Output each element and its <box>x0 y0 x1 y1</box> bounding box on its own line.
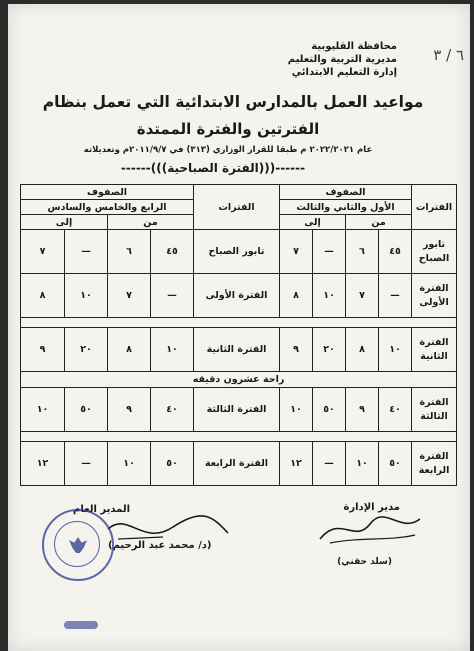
year-decree-line: عام ٢٠٢٢/٢٠٢١ م طبقا للقرار الوزاري (٣١٣) في ٢٠١١/٩/٧م وتعديلاته <box>83 145 373 155</box>
cell-value: ٢٠ <box>313 328 346 372</box>
cell-value: ٧ <box>108 274 151 318</box>
period-label: الفترة الأولى <box>412 274 457 318</box>
admin-director-name: (سلد حقني) <box>337 557 392 567</box>
document-page <box>8 4 470 651</box>
cell-value: ٥٠ <box>151 442 194 486</box>
table-row <box>21 388 457 432</box>
cell-value: ١٢ <box>280 442 313 486</box>
table-row <box>21 328 457 372</box>
grades-header-left: الصفوف <box>21 185 194 200</box>
cell-value: ٩ <box>346 388 379 432</box>
from-label-left: من <box>108 215 194 230</box>
cell-value: ٦ <box>346 230 379 274</box>
cell-value: ١٠ <box>379 328 412 372</box>
cell-value: — <box>65 442 108 486</box>
cell-value: ٨ <box>108 328 151 372</box>
cell-value: — <box>379 274 412 318</box>
to-label-left: إلى <box>21 215 108 230</box>
cell-value: ٢٠ <box>65 328 108 372</box>
grades-group-left: الرابع والخامس والسادس <box>21 200 194 215</box>
cell-value: ٤٠ <box>151 388 194 432</box>
cell-value: — <box>151 274 194 318</box>
cell-value: ٥٠ <box>379 442 412 486</box>
grades-group-right: الأول والثاني والثالث <box>280 200 412 215</box>
table-row <box>21 442 457 486</box>
general-signature-scribble <box>103 509 233 549</box>
official-stamp <box>42 509 114 581</box>
stamp-mark <box>64 621 98 629</box>
period-label: الفترة الثالثة <box>412 388 457 432</box>
document-title: مواعيد العمل بالمدارس الابتدائية التي تعمل بنظام <box>42 93 424 111</box>
cell-value: — <box>313 230 346 274</box>
from-label-right: من <box>346 215 412 230</box>
cell-value: ١٠ <box>108 442 151 486</box>
period-label-center: الفترة الثالثة <box>194 388 280 432</box>
cell-value: ٧ <box>21 230 65 274</box>
grades-header-right: الصفوف <box>280 185 412 200</box>
gov-line-3: إدارة التعليم الابتدائي <box>291 67 397 78</box>
cell-value: ٧ <box>346 274 379 318</box>
general-director-title: المدير العام <box>73 504 131 515</box>
break-label: راحة عشرون دقيقه <box>21 372 457 388</box>
gov-line-1: محافظة القليوبية <box>311 41 397 52</box>
cell-value: — <box>65 230 108 274</box>
cell-value: ١٠ <box>280 388 313 432</box>
cell-value: ٩ <box>21 328 65 372</box>
admin-director-title: مدير الإدارة <box>343 502 400 513</box>
table-row <box>21 274 457 318</box>
cell-value: ١٠ <box>151 328 194 372</box>
cell-value: ٩ <box>280 328 313 372</box>
cell-value: ٦ <box>108 230 151 274</box>
cell-value: ٥٠ <box>313 388 346 432</box>
cell-value: ٨ <box>280 274 313 318</box>
period-label-center: الفترة الثانية <box>194 328 280 372</box>
period-label-center: الفترة الرابعة <box>194 442 280 486</box>
table-row <box>21 230 457 274</box>
cell-value: ٤٠ <box>379 388 412 432</box>
break-row <box>21 372 457 388</box>
cell-value: ١٠ <box>21 388 65 432</box>
cell-value: — <box>313 442 346 486</box>
row-separator <box>21 432 457 442</box>
period-label: تابور الصباح <box>412 230 457 274</box>
table-header-row-1 <box>21 185 457 200</box>
government-header <box>288 40 397 79</box>
document-subtitle: الفترتين والفترة الممتدة <box>136 120 320 138</box>
cell-value: ٤٥ <box>151 230 194 274</box>
period-label-center: الفترة الأولى <box>194 274 280 318</box>
gov-line-2: مديرية التربية والتعليم <box>287 54 397 65</box>
to-label-right: إلى <box>280 215 346 230</box>
cell-value: ١٠ <box>313 274 346 318</box>
cell-value: ٨ <box>346 328 379 372</box>
page-number: ٦ / ٣ <box>433 46 464 64</box>
cell-value: ١٢ <box>21 442 65 486</box>
cell-value: ٧ <box>280 230 313 274</box>
cell-value: ١٠ <box>65 274 108 318</box>
admin-signature-scribble <box>310 509 430 549</box>
row-separator <box>21 318 457 328</box>
cell-value: ٨ <box>21 274 65 318</box>
cell-value: ٩ <box>108 388 151 432</box>
period-label: الفترة الرابعة <box>412 442 457 486</box>
periods-header: الفترات <box>412 185 457 230</box>
periods-header-center: الفترات <box>194 185 280 230</box>
period-label: الفترة الثانية <box>412 328 457 372</box>
general-director-name: (د/ محمد عبد الرحيم) <box>108 540 212 551</box>
cell-value: ٥٠ <box>65 388 108 432</box>
cell-value: ٤٥ <box>379 230 412 274</box>
schedule-table <box>20 184 457 486</box>
cell-value: ١٠ <box>346 442 379 486</box>
section-title: ------(((الفترة الصباحية)))------ <box>120 161 306 175</box>
period-label-center: تابور الصباح <box>194 230 280 274</box>
